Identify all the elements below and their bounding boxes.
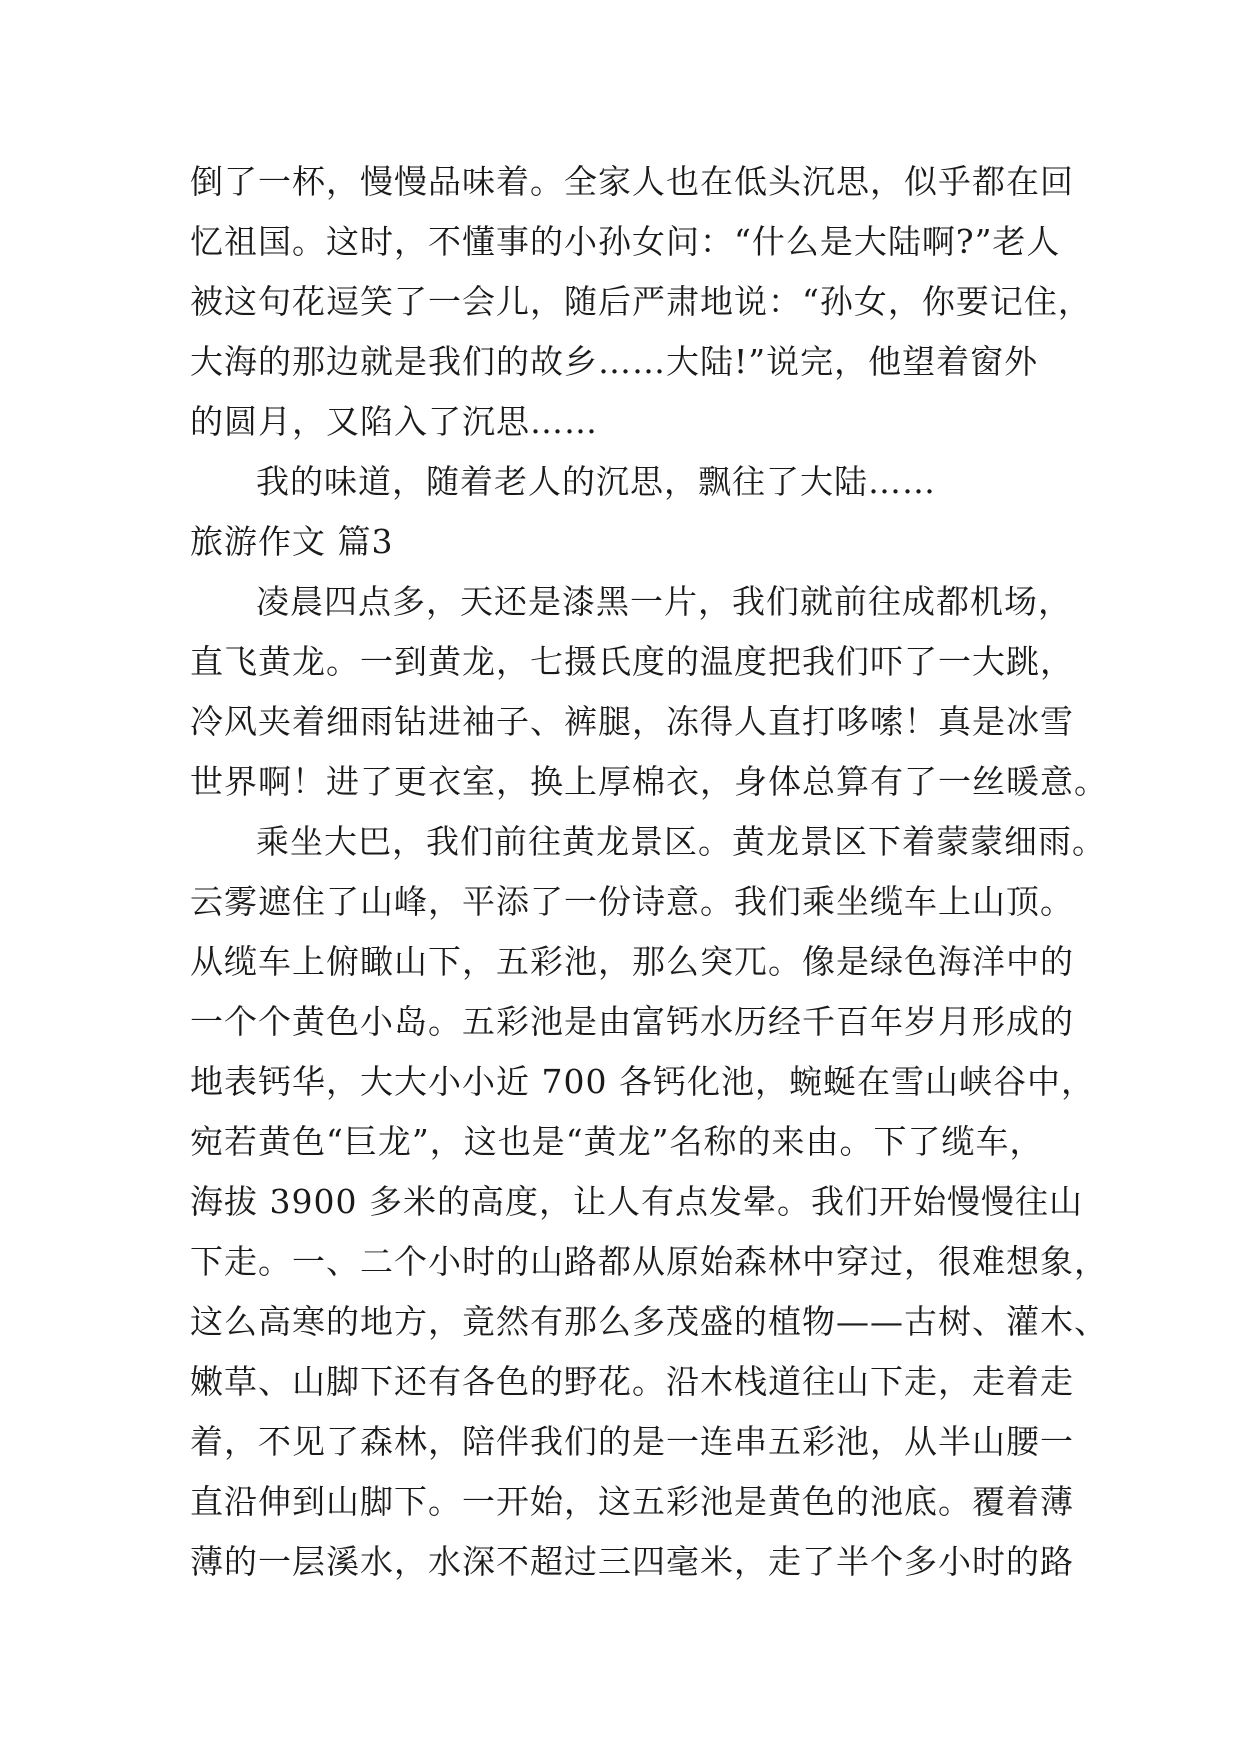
text-line: 大海的那边就是我们的故乡……大陆!”说完，他望着窗外 <box>190 342 1039 381</box>
text-line: 直沿伸到山脚下。一开始，这五彩池是黄色的池底。覆着薄 <box>190 1482 1074 1521</box>
text-line: 下走。一、二个小时的山路都从原始森林中穿过，很难想象， <box>190 1242 1108 1281</box>
text-line: 一个个黄色小岛。五彩池是由富钙水历经千百年岁月形成的 <box>190 1002 1074 1041</box>
text-line: 这么高寒的地方，竟然有那么多茂盛的植物——古树、灌木、 <box>190 1302 1108 1341</box>
text-line: 倒了一杯，慢慢品味着。全家人也在低头沉思，似乎都在回 <box>190 162 1074 201</box>
text-line: 云雾遮住了山峰，平添了一份诗意。我们乘坐缆车上山顶。 <box>190 882 1074 921</box>
text-line: 被这句花逗笑了一会儿，随后严肃地说：“孙女，你要记住， <box>190 282 1092 321</box>
section-heading: 旅游作文 篇3 <box>190 522 394 561</box>
paragraph-scenic-area <box>190 812 1108 1592</box>
text-line: 海拔 3900 多米的高度，让人有点发晕。我们开始慢慢往山 <box>190 1182 1083 1221</box>
paragraph-arrival <box>190 572 1108 812</box>
paragraph-continued <box>190 152 1092 452</box>
text-line: 忆祖国。这时，不懂事的小孙女问：“什么是大陆啊?”老人 <box>190 222 1061 261</box>
text-line: 凌晨四点多，天还是漆黑一片，我们就前往成都机场， <box>256 582 1072 621</box>
text-line: 嫩草、山脚下还有各色的野花。沿木栈道往山下走，走着走 <box>190 1362 1074 1401</box>
text-line: 乘坐大巴，我们前往黄龙景区。黄龙景区下着蒙蒙细雨。 <box>256 822 1106 861</box>
text-line: 薄的一层溪水，水深不超过三四毫米，走了半个多小时的路 <box>190 1542 1074 1581</box>
text-line: 宛若黄色“巨龙”，这也是“黄龙”名称的来由。下了缆车， <box>190 1122 1044 1161</box>
text-line: 地表钙华，大大小小近 700 各钙化池，蜿蜒在雪山峡谷中， <box>190 1062 1095 1101</box>
text-line: 直飞黄龙。一到黄龙，七摄氏度的温度把我们吓了一大跳， <box>190 642 1074 681</box>
text-line: 冷风夹着细雨钻进袖子、裤腿，冻得人直打哆嗦！真是冰雪 <box>190 702 1074 741</box>
document-body <box>190 152 1108 1592</box>
text-line: 着，不见了森林，陪伴我们的是一连串五彩池，从半山腰一 <box>190 1422 1074 1461</box>
text-line: 的圆月，又陷入了沉思…… <box>190 402 598 441</box>
text-line: 我的味道，随着老人的沉思，飘往了大陆…… <box>256 462 936 501</box>
text-line: 从缆车上俯瞰山下，五彩池，那么突兀。像是绿色海洋中的 <box>190 942 1074 981</box>
paragraph-closing <box>190 452 1070 512</box>
text-line: 世界啊！进了更衣室，换上厚棉衣，身体总算有了一丝暖意。 <box>190 762 1108 801</box>
